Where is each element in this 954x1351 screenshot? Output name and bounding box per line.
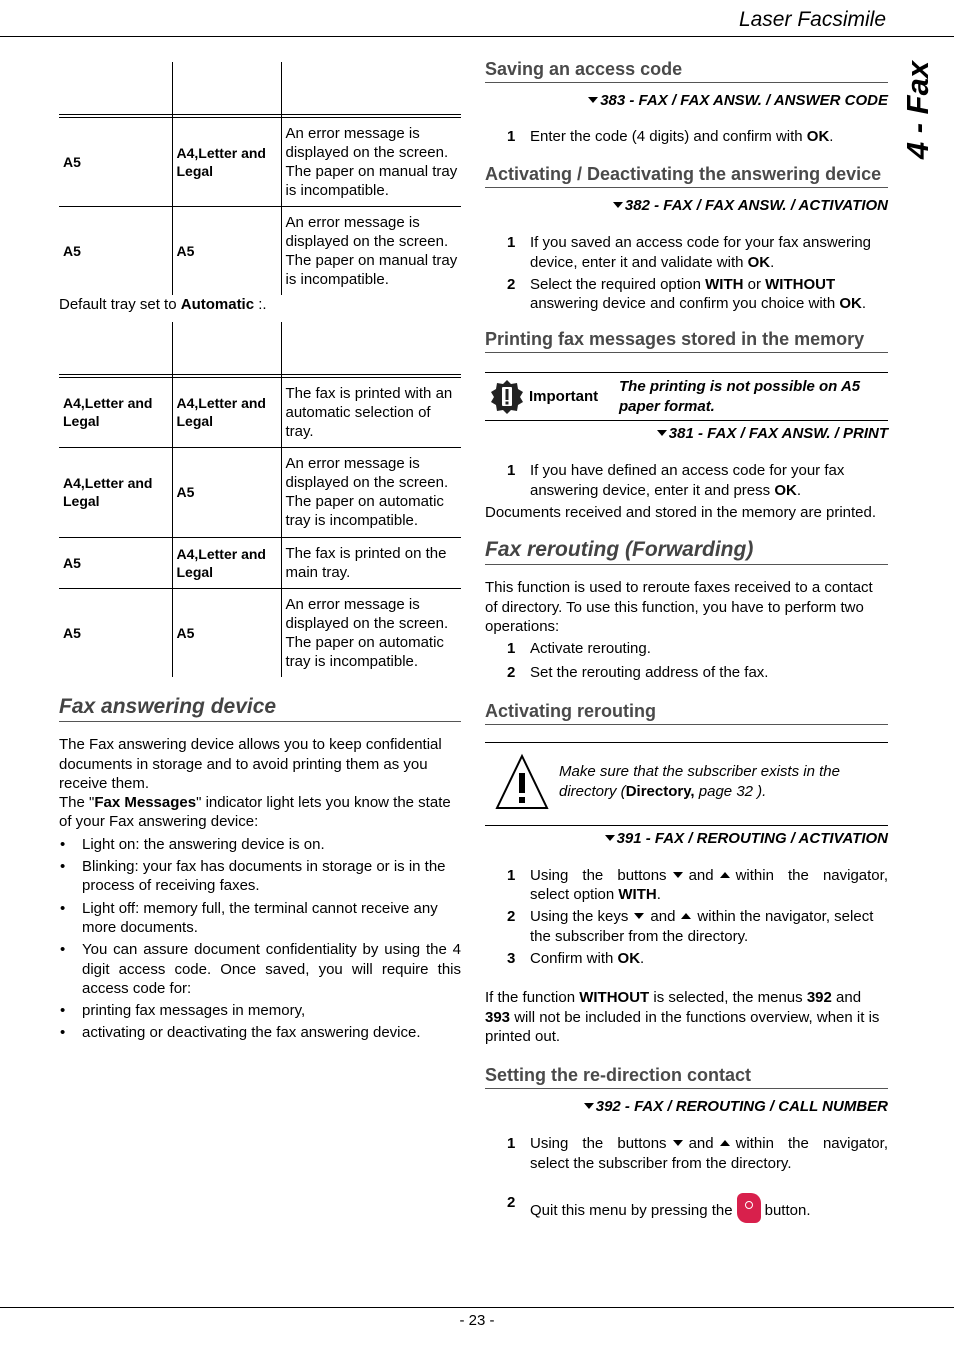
- table-cell: A5: [59, 537, 172, 588]
- paragraph: If the function WITHOUT is selected, the menus 392 and 393 will not be included in the functions overview, when it is printed out.: [485, 989, 880, 1045]
- table-row: [59, 447, 461, 537]
- list-item: • printing fax messages in memory,: [60, 1002, 306, 1020]
- important-icon: [485, 380, 529, 414]
- right-column: [485, 58, 888, 1223]
- section-heading: Activating rerouting: [485, 700, 888, 725]
- table-cell: An error message is displayed on the screen. The paper on manual tray is incompatible.: [285, 213, 458, 288]
- header-rule: [0, 36, 954, 37]
- step: 1 If you have defined an access code for your fax answering device, enter it and press OK.: [507, 462, 845, 499]
- table-cell: An error message is displayed on the screen. The paper on manual tray is incompatible.: [281, 117, 461, 206]
- step: 2 Select the required option WITH or WITHOUT answering device and confirm you choice with OK.: [507, 275, 866, 313]
- important-text: The printing is not possible on A5 paper format.: [619, 378, 861, 415]
- table-cell: An error message is displayed on the screen. The paper on automatic tray is incompatible.: [281, 447, 461, 537]
- table-cell: A5: [59, 206, 172, 295]
- table-cell: A4,Letter and Legal: [172, 377, 281, 447]
- menu-reference: 382 - FAX / FAX ANSW. / ACTIVATION: [485, 197, 888, 214]
- table-row: [59, 377, 461, 447]
- menu-arrow-icon: [588, 97, 598, 103]
- step: 1 Using the buttons and within the navigator, select the subscriber from the directory.: [507, 1135, 888, 1172]
- left-column: [59, 62, 461, 1043]
- down-arrow-icon: [673, 1140, 683, 1146]
- step: 1 Activate rerouting.: [507, 640, 651, 658]
- table-cell: A5: [172, 206, 281, 295]
- table-cell: A5: [172, 447, 281, 537]
- chapter-tab: [898, 60, 938, 160]
- step: 2 Quit this menu by pressing the button.: [485, 1193, 888, 1223]
- menu-reference: 392 - FAX / REROUTING / CALL NUMBER: [485, 1098, 888, 1115]
- page-number: - 23 -: [459, 1312, 495, 1329]
- table-cell: An error message is displayed on the screen. The paper on automatic tray is incompatible.: [285, 596, 449, 671]
- step: 3 Confirm with OK.: [507, 950, 645, 968]
- paragraph: The Fax answering device allows you to keep confidential documents in storage and to avoid printing them as you receive them.: [59, 736, 442, 792]
- table-row: [59, 117, 461, 206]
- automatic-tray-table: [59, 322, 461, 677]
- up-arrow-icon: [681, 913, 691, 919]
- list-item: • Light off: memory full, the terminal cannot receive any more documents.: [60, 899, 438, 936]
- warning-icon: [485, 753, 559, 811]
- section-heading: Fax rerouting (Forwarding): [485, 538, 888, 565]
- table-cell: A4,Letter and Legal: [59, 447, 172, 537]
- list-item: • activating or deactivating the fax answering device.: [60, 1024, 421, 1042]
- section-heading: Activating / Deactivating the answering device: [485, 163, 888, 188]
- header-title: Laser Facsimile: [738, 8, 886, 31]
- step: 1 If you saved an access code for your fax answering device, enter it and validate with OK.: [507, 234, 872, 271]
- important-label: Important: [529, 388, 599, 406]
- down-arrow-icon: [634, 913, 644, 919]
- table-cell: A5: [59, 117, 172, 206]
- list-item: • Blinking: your fax has documents in storage or is in the process of receiving faxes.: [60, 858, 446, 895]
- table-cell: A5: [172, 588, 281, 677]
- menu-arrow-icon: [584, 1103, 594, 1109]
- table-row: [59, 206, 461, 295]
- menu-arrow-icon: [605, 835, 615, 841]
- section-heading: Saving an access code: [485, 58, 888, 83]
- menu-arrow-icon: [613, 202, 623, 208]
- paragraph: The "Fax Messages" indicator light lets you know the state of your Fax answering device:: [59, 794, 451, 831]
- table-cell: The fax is printed with an automatic selection of tray.: [281, 377, 461, 447]
- paragraph: Documents received and stored in the memory are printed.: [485, 504, 877, 522]
- down-arrow-icon: [673, 872, 683, 878]
- menu-reference: 383 - FAX / FAX ANSW. / ANSWER CODE: [485, 92, 888, 109]
- important-note: [485, 372, 888, 421]
- section-heading: Setting the re-direction contact: [485, 1064, 888, 1089]
- table-cell: A4,Letter and Legal: [59, 377, 172, 447]
- manual-tray-table: [59, 62, 461, 295]
- step: 1 Enter the code (4 digits) and confirm with OK.: [507, 128, 834, 145]
- menu-reference: 391 - FAX / REROUTING / ACTIVATION: [485, 830, 888, 847]
- up-arrow-icon: [720, 1140, 730, 1146]
- table-row: [59, 588, 461, 677]
- warning-note: [485, 742, 888, 826]
- paragraph: This function is used to reroute faxes received to a contact of directory. To use this function, you have to perform two operations:: [485, 579, 873, 635]
- list-item: • You can assure document confidentiality by using the 4 digit access code. Once saved, you will require this access code for:: [60, 941, 461, 997]
- step: 1 Using the buttons and within the navigator, select option WITH.: [507, 866, 888, 904]
- step: 2 Using the keys and within the navigator, select the subscriber from the directory.: [507, 908, 874, 945]
- table-row: [59, 537, 461, 588]
- menu-arrow-icon: [657, 430, 667, 436]
- table-cell: A5: [59, 588, 172, 677]
- stop-button-icon: [737, 1193, 761, 1223]
- table-cell: The fax is printed on the main tray.: [281, 537, 461, 588]
- list-item: • Light on: the answering device is on.: [60, 835, 325, 853]
- menu-reference: 381 - FAX / FAX ANSW. / PRINT: [485, 425, 888, 442]
- warning-text: Make sure that the subscriber exists in the directory (Directory, page 32 ).: [559, 762, 840, 800]
- up-arrow-icon: [720, 872, 730, 878]
- table-cell: A4,Letter and Legal: [172, 537, 281, 588]
- default-tray-note: Default tray set to Automatic :.: [59, 296, 267, 313]
- step: 2 Set the rerouting address of the fax.: [507, 663, 769, 681]
- section-heading: Fax answering device: [59, 695, 461, 722]
- chapter-tab-label: 4 - Fax: [900, 60, 935, 160]
- section-heading: Printing fax messages stored in the memory: [485, 328, 888, 353]
- footer-rule: [0, 1307, 954, 1308]
- table-cell: A4,Letter and Legal: [172, 117, 281, 206]
